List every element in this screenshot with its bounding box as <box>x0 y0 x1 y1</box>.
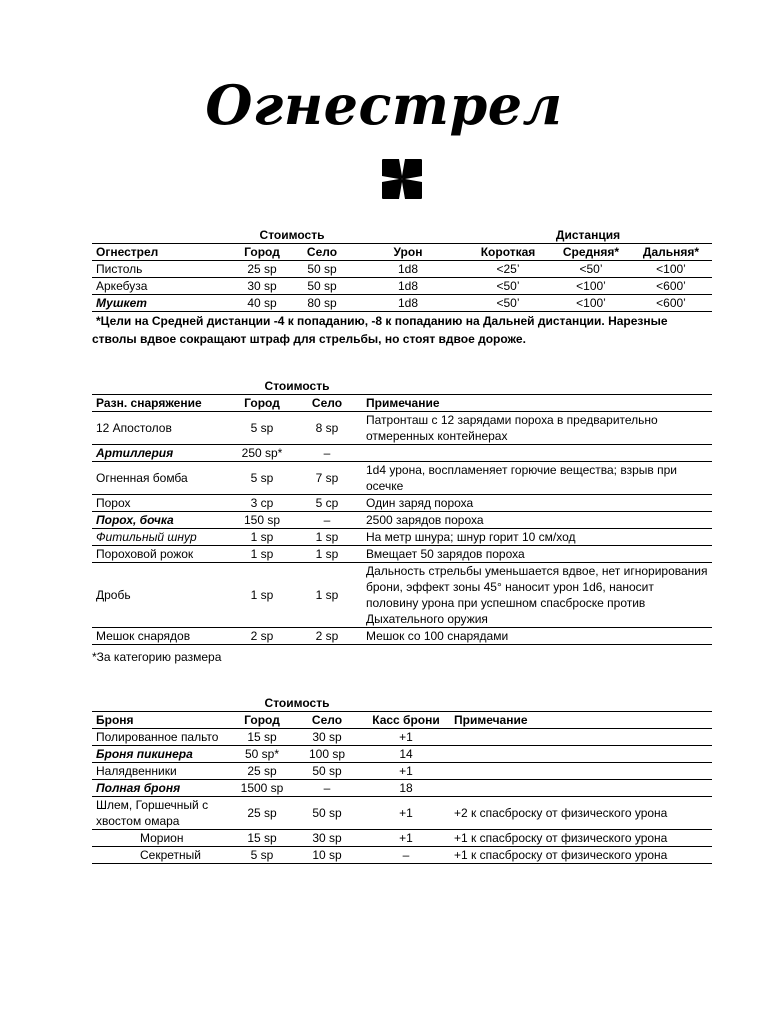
table-cell: 5 cp <box>292 495 362 512</box>
table-cell: 50 sp <box>292 763 362 780</box>
column-header: Дальняя* <box>630 244 712 261</box>
table-cell: Дробь <box>92 563 232 628</box>
table-cell: Дальность стрельбы уменьшается вдвое, нет игнорирования брони, эффект зоны 45° наносит урон 1d6, наносит половину урона при успешном спасброске против Дыхательного оружия <box>362 563 712 628</box>
table-cell: 5 sp <box>232 412 292 445</box>
column-header: Урон <box>352 244 464 261</box>
table-cell: 50 sp <box>292 278 352 295</box>
table-cell: 50 sp* <box>232 746 292 763</box>
table-cell: <600’ <box>630 295 712 312</box>
footnote-line: *Цели на Средней дистанции -4 к попаданию, -8 к попаданию на Дальней дистанции. Нарезные <box>96 314 668 328</box>
table-cell: 18 <box>362 780 450 797</box>
table-row <box>92 462 712 495</box>
table-cell: 7 sp <box>292 462 362 495</box>
table-cell: 2500 зарядов пороха <box>362 512 712 529</box>
table-cell: <50’ <box>552 261 630 278</box>
table-cell: <100’ <box>552 278 630 295</box>
table-row <box>92 546 712 563</box>
table-cell <box>450 729 712 746</box>
table-cell: 40 sp <box>232 295 292 312</box>
table-cell: +1 <box>362 729 450 746</box>
table-cell: Артиллерия <box>92 445 232 462</box>
page-title: Огнестрел <box>205 73 563 137</box>
table-cell: 25 sp <box>232 797 292 830</box>
table-cell: Мушкет <box>92 295 232 312</box>
table-cell <box>362 445 712 462</box>
table-cell: 150 sp <box>232 512 292 529</box>
table-cell: 1 sp <box>232 529 292 546</box>
table-cell: 25 sp <box>232 261 292 278</box>
table-cell: 50 sp <box>292 261 352 278</box>
table-cell: Морион <box>92 830 232 847</box>
table-cell: 15 sp <box>232 830 292 847</box>
table-cell: 15 sp <box>232 729 292 746</box>
cost-group-label: Стоимость <box>264 695 330 710</box>
table-cell: Пистоль <box>92 261 232 278</box>
table-cell: – <box>292 512 362 529</box>
table-cell: +1 <box>362 763 450 780</box>
column-header: Огнестрел <box>92 244 232 261</box>
table-cell: 5 sp <box>232 462 292 495</box>
table-cell: Броня пикинера <box>92 746 232 763</box>
table-row <box>92 278 712 295</box>
table-cell: 14 <box>362 746 450 763</box>
table-cell: – <box>292 445 362 462</box>
table-row <box>92 412 712 445</box>
table-cell: 1 sp <box>292 529 362 546</box>
table-cell: 250 sp* <box>232 445 292 462</box>
table-cell: 3 cp <box>232 495 292 512</box>
table-cell: Огненная бомба <box>92 462 232 495</box>
table-cell: Налядвенники <box>92 763 232 780</box>
table-cell: 2 sp <box>232 628 292 645</box>
column-header: Село <box>292 244 352 261</box>
table-cell: <100’ <box>630 261 712 278</box>
table-cell: 1 sp <box>232 546 292 563</box>
table-cell: Аркебуза <box>92 278 232 295</box>
table-cell: 1d8 <box>352 295 464 312</box>
table-cell: +1 <box>362 830 450 847</box>
table-cell: +1 к спасброску от физического урона <box>450 830 712 847</box>
table-cell: <600’ <box>630 278 712 295</box>
table-cell: 8 sp <box>292 412 362 445</box>
table-cell: Пороховой рожок <box>92 546 232 563</box>
table-row <box>92 746 712 763</box>
cost-group-label: Стоимость <box>264 378 330 393</box>
table-row <box>92 563 712 628</box>
gear-footnote: *За категорию размера <box>92 650 222 664</box>
table-cell: 30 sp <box>292 830 362 847</box>
table-row <box>92 780 712 797</box>
table-row <box>92 847 712 864</box>
table-cell: +1 <box>362 797 450 830</box>
table-cell: 1500 sp <box>232 780 292 797</box>
table-cell: <25’ <box>464 261 552 278</box>
column-header: Село <box>292 712 362 729</box>
table-cell: 30 sp <box>292 729 362 746</box>
table-row <box>92 628 712 645</box>
column-header: Город <box>232 712 292 729</box>
table-cell: <50’ <box>464 295 552 312</box>
table-cell: Полированное пальто <box>92 729 232 746</box>
table-row <box>92 763 712 780</box>
cross-pattee-icon <box>379 156 425 202</box>
table-cell: Фитильный шнур <box>92 529 232 546</box>
table-cell: Полная броня <box>92 780 232 797</box>
table-cell: 25 sp <box>232 763 292 780</box>
table-cell: 2 sp <box>292 628 362 645</box>
column-header: Город <box>232 395 292 412</box>
table-cell: 1d4 урона, воспламеняет горючие вещества; взрыв при осечке <box>362 462 712 495</box>
table-row <box>92 295 712 312</box>
table-row <box>92 729 712 746</box>
column-header: Примечание <box>362 395 712 412</box>
table-cell: – <box>362 847 450 864</box>
table-row <box>92 797 712 830</box>
column-header: Город <box>232 244 292 261</box>
table-cell: 1d8 <box>352 261 464 278</box>
table-cell: 100 sp <box>292 746 362 763</box>
table-row <box>92 445 712 462</box>
footnote-line: стволы вдвое сокращают штраф для стрельбы, но стоят вдвое дороже. <box>92 332 526 346</box>
column-header: Разн. снаряжение <box>92 395 232 412</box>
table-cell: 80 sp <box>292 295 352 312</box>
armor-table <box>92 694 712 864</box>
table-row <box>92 830 712 847</box>
table-cell: 50 sp <box>292 797 362 830</box>
column-header: Село <box>292 395 362 412</box>
table-cell: +1 к спасброску от физического урона <box>450 847 712 864</box>
gear-table <box>92 377 712 645</box>
firearms-table <box>92 226 712 312</box>
table-cell: – <box>292 780 362 797</box>
table-cell: <100’ <box>552 295 630 312</box>
table-row <box>92 529 712 546</box>
table-cell: 5 sp <box>232 847 292 864</box>
table-cell: 1 sp <box>232 563 292 628</box>
table-cell: 10 sp <box>292 847 362 864</box>
cost-group-label: Стоимость <box>259 227 325 242</box>
table-cell: Вмещает 50 зарядов пороха <box>362 546 712 563</box>
table-cell: Патронташ с 12 зарядами пороха в предварительно отмеренных контейнерах <box>362 412 712 445</box>
table-cell: Секретный <box>92 847 232 864</box>
table-row <box>92 495 712 512</box>
column-header: Примечание <box>450 712 712 729</box>
table-cell: Порох <box>92 495 232 512</box>
table-cell: <50’ <box>464 278 552 295</box>
table-cell: 1 sp <box>292 546 362 563</box>
table-cell: 1d8 <box>352 278 464 295</box>
table-cell <box>450 746 712 763</box>
table-cell: 1 sp <box>292 563 362 628</box>
table-cell: +2 к спасброску от физического урона <box>450 797 712 830</box>
table-cell: Мешок снарядов <box>92 628 232 645</box>
table-cell: 30 sp <box>232 278 292 295</box>
table-cell <box>450 763 712 780</box>
table-row <box>92 261 712 278</box>
firearms-footnote <box>92 312 732 348</box>
column-header: Броня <box>92 712 232 729</box>
table-row <box>92 512 712 529</box>
column-header: Короткая <box>464 244 552 261</box>
table-cell: На метр шнура; шнур горит 10 см/ход <box>362 529 712 546</box>
table-cell: Порох, бочка <box>92 512 232 529</box>
table-cell: Один заряд пороха <box>362 495 712 512</box>
column-header: Касс брони <box>362 712 450 729</box>
column-header: Средняя* <box>552 244 630 261</box>
range-group-label: Дистанция <box>555 227 621 242</box>
table-cell: Мешок со 100 снарядами <box>362 628 712 645</box>
table-cell <box>450 780 712 797</box>
table-cell: 12 Апостолов <box>92 412 232 445</box>
table-cell: Шлем, Горшечный с хвостом омара <box>92 797 232 830</box>
